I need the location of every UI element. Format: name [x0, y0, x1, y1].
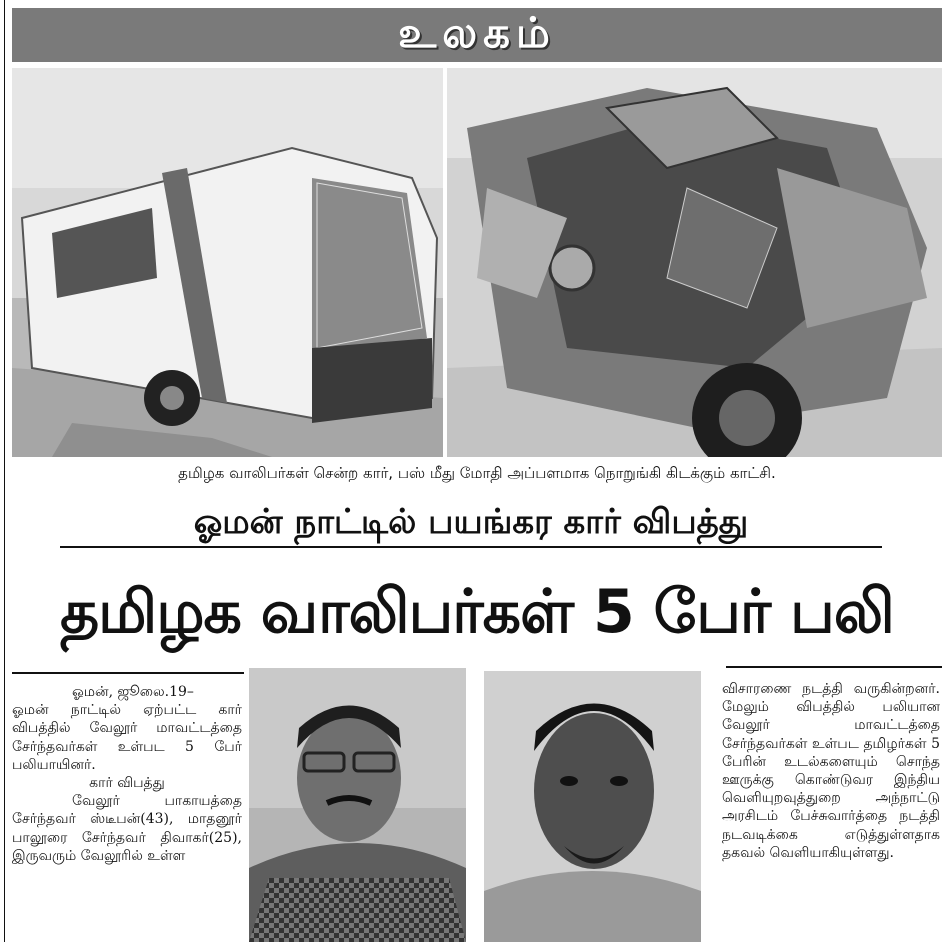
page-left-border	[4, 0, 5, 942]
article-right-column	[722, 680, 940, 862]
dateline: ஓமன், ஜூலை.19–	[72, 684, 194, 700]
article-paragraph: விசாரணை நடத்தி வருகின்றனர். மேலும் விபத்தில் பலியான வேலூர் மாவட்டத்தை சேர்ந்தவர்கள் உள்பட தமிழர்கள் 5 பேரின் உடல்களையும் சொந்த ஊருக்கு கொண்டுவர இந்திய வெளியுறவுத்துறை அந்நாட்டு அரசிடம் பேச்சுவார்த்தை நடத்தி நடவடிக்கை எடுத்துள்ளதாக தகவல் வெளியாகியுள்ளது.	[722, 681, 940, 861]
right-column-rule	[726, 666, 942, 668]
bus-wreck-photo	[12, 68, 443, 457]
left-column-rule	[12, 672, 244, 674]
main-headline: தமிழக வாலிபர்கள் 5 பேர் பலி	[60, 577, 894, 647]
car-wreck-photo	[447, 68, 942, 457]
sub-headline: ஓமன் நாட்டில் பயங்கர கார் விபத்து	[60, 498, 882, 548]
photo-caption: தமிழக வாலிபர்கள் சென்ற கார், பஸ் மீது மோதி அப்பளமாக நொறுங்கி கிடக்கும் காட்சி.	[178, 464, 776, 482]
section-title: உலகம்	[398, 7, 556, 57]
article-subhead: கார் விபத்து	[89, 775, 165, 792]
portrait-photo-2	[484, 671, 701, 942]
article-left-column	[12, 683, 242, 865]
article-paragraph: வேலூர் பாகாயத்தை சேர்ந்தவர் ஸ்டீபன்(43), மாதனூர் பாலூரை சேர்ந்தவர் திவாகர்(25), இருவரும் வேலூரில் உள்ள	[12, 793, 242, 864]
article-paragraph: ஓமன் நாட்டில் ஏற்பட்ட கார் விபத்தில் வேலூர் மாவட்டத்தை சேர்ந்தவர்கள் உள்பட 5 பேர் பலியாயினர்.	[12, 702, 242, 773]
section-banner	[12, 8, 942, 62]
portrait-photo-1	[249, 668, 466, 942]
